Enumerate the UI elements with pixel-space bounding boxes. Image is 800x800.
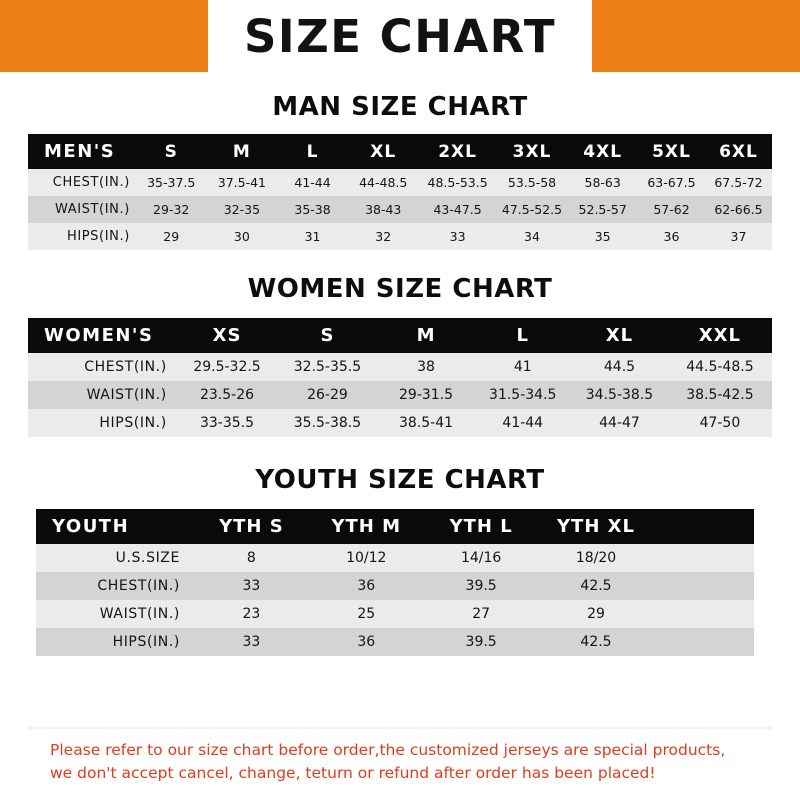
col-header: S xyxy=(320,325,335,346)
col-header: M xyxy=(416,325,436,346)
cell: 52.5-57 xyxy=(578,202,627,217)
col-header: XL xyxy=(370,141,397,162)
cell: 32-35 xyxy=(223,202,261,217)
women-section-title: WOMEN SIZE CHART xyxy=(247,274,553,304)
table-row xyxy=(36,600,754,628)
row-label: CHEST(IN.) xyxy=(84,359,167,375)
note-line-1: Please refer to our size chart before order,the customized jerseys are special products, xyxy=(50,741,726,760)
col-header: L xyxy=(306,141,319,162)
cell: 47.5-52.5 xyxy=(501,202,563,217)
row-label: HIPS(IN.) xyxy=(99,415,167,431)
cell: 8 xyxy=(246,550,256,566)
cell: 25 xyxy=(357,606,376,622)
cell: 37.5-41 xyxy=(217,175,266,190)
cell: 41 xyxy=(513,359,532,375)
col-header: L xyxy=(516,325,529,346)
cell: 43-47.5 xyxy=(433,202,482,217)
col-header: MEN'S xyxy=(44,141,116,162)
cell: 31 xyxy=(304,229,321,244)
table-header-row xyxy=(28,318,772,353)
page-title: SIZE CHART xyxy=(243,9,557,63)
col-header: YTH S xyxy=(219,516,284,537)
footer-note xyxy=(28,727,772,800)
cell: 36 xyxy=(663,229,680,244)
cell: 58-63 xyxy=(584,175,621,190)
cell: 23.5-26 xyxy=(199,387,255,403)
col-header: YTH M xyxy=(331,516,402,537)
note-text xyxy=(50,739,750,784)
cell: 37 xyxy=(730,229,747,244)
cell: 38 xyxy=(417,359,435,375)
youth-section-title: YOUTH SIZE CHART xyxy=(255,465,545,495)
cell: 35-37.5 xyxy=(147,175,196,190)
col-header: 4XL xyxy=(583,141,623,162)
cell xyxy=(653,572,754,600)
cell: 29 xyxy=(163,229,180,244)
col-header: 6XL xyxy=(719,141,758,162)
col-header: 5XL xyxy=(652,141,691,162)
cell: 48.5-53.5 xyxy=(427,175,488,190)
col-header: YTH XL xyxy=(557,516,636,537)
cell: 29 xyxy=(587,606,605,622)
cell: 33 xyxy=(242,578,261,594)
row-label: CHEST(IN.) xyxy=(97,578,180,594)
cell: 31.5-34.5 xyxy=(489,387,557,403)
col-header xyxy=(653,509,754,544)
col-header: 3XL xyxy=(512,141,552,162)
table-row xyxy=(28,353,772,381)
cell: 39.5 xyxy=(465,578,497,594)
cell: 42.5 xyxy=(580,634,612,650)
youth-size-table xyxy=(36,509,754,656)
col-header: XL xyxy=(605,325,634,346)
cell: 44.5 xyxy=(603,359,636,375)
table-row xyxy=(36,544,754,572)
cell: 10/12 xyxy=(346,550,387,566)
cell: 32 xyxy=(375,229,392,244)
cell: 67.5-72 xyxy=(714,175,763,190)
cell: 34.5-38.5 xyxy=(585,387,654,403)
table-header-row xyxy=(28,134,772,169)
row-label: CHEST(IN.) xyxy=(52,175,130,190)
row-label: HIPS(IN.) xyxy=(112,634,180,650)
table-row xyxy=(28,169,772,196)
cell: 41-44 xyxy=(294,175,331,190)
cell: 36 xyxy=(357,578,376,594)
row-label: WAIST(IN.) xyxy=(54,202,130,217)
col-header: 2XL xyxy=(438,141,477,162)
cell: 44.5-48.5 xyxy=(686,359,754,375)
cell: 33 xyxy=(242,634,261,650)
cell: 33 xyxy=(449,229,466,244)
cell: 35.5-38.5 xyxy=(293,415,362,431)
col-header: WOMEN'S xyxy=(44,325,154,346)
cell: 39.5 xyxy=(465,634,497,650)
col-header: YTH L xyxy=(449,516,513,537)
cell: 23 xyxy=(242,606,261,622)
page-header xyxy=(0,0,800,72)
cell: 44-47 xyxy=(599,415,640,431)
cell: 27 xyxy=(472,606,491,622)
cell xyxy=(653,544,754,572)
man-section-title: MAN SIZE CHART xyxy=(272,92,528,122)
row-label: HIPS(IN.) xyxy=(66,229,130,244)
man-size-table xyxy=(28,134,772,250)
col-header: M xyxy=(232,141,251,162)
cell: 33-35.5 xyxy=(199,415,255,431)
man-size-section xyxy=(28,72,772,250)
cell: 57-62 xyxy=(653,202,690,217)
cell: 44-48.5 xyxy=(359,175,408,190)
col-header: XXL xyxy=(698,325,742,346)
cell: 34 xyxy=(524,229,540,244)
note-line-2: we don't accept cancel, change, teturn or refund after order has been placed! xyxy=(50,763,656,782)
cell: 36 xyxy=(357,634,376,650)
cell: 14/16 xyxy=(460,550,502,566)
cell: 32.5-35.5 xyxy=(293,359,362,375)
col-header: XS xyxy=(212,325,242,346)
youth-size-section xyxy=(28,437,772,656)
page-body xyxy=(0,72,800,800)
table-row xyxy=(36,572,754,600)
cell: 29-31.5 xyxy=(399,387,454,403)
women-size-table xyxy=(28,318,772,437)
cell xyxy=(653,600,754,628)
row-label: WAIST(IN.) xyxy=(99,606,180,622)
cell: 47-50 xyxy=(699,415,741,431)
cell: 29.5-32.5 xyxy=(193,359,261,375)
col-header: YOUTH xyxy=(52,516,130,537)
cell: 30 xyxy=(233,229,250,244)
cell: 35-38 xyxy=(294,202,331,217)
col-header: S xyxy=(164,141,178,162)
cell: 41-44 xyxy=(502,415,544,431)
cell: 62-66.5 xyxy=(714,202,763,217)
cell: 35 xyxy=(594,229,611,244)
table-row xyxy=(28,381,772,409)
table-header-row xyxy=(36,509,754,544)
table-row xyxy=(28,223,772,250)
cell: 63-67.5 xyxy=(647,175,696,190)
cell: 18/20 xyxy=(575,550,617,566)
cell: 42.5 xyxy=(580,578,612,594)
table-row xyxy=(28,409,772,437)
cell: 53.5-58 xyxy=(507,175,557,190)
cell: 38.5-42.5 xyxy=(686,387,754,403)
table-row xyxy=(36,628,754,656)
row-label: U.S.SIZE xyxy=(115,550,180,566)
row-label: WAIST(IN.) xyxy=(86,387,167,403)
cell: 38.5-41 xyxy=(399,415,454,431)
women-size-section xyxy=(28,250,772,437)
table-row xyxy=(28,196,772,223)
cell: 26-29 xyxy=(307,387,348,403)
cell xyxy=(653,628,754,656)
cell: 29-32 xyxy=(153,202,190,217)
cell: 38-43 xyxy=(365,202,402,217)
